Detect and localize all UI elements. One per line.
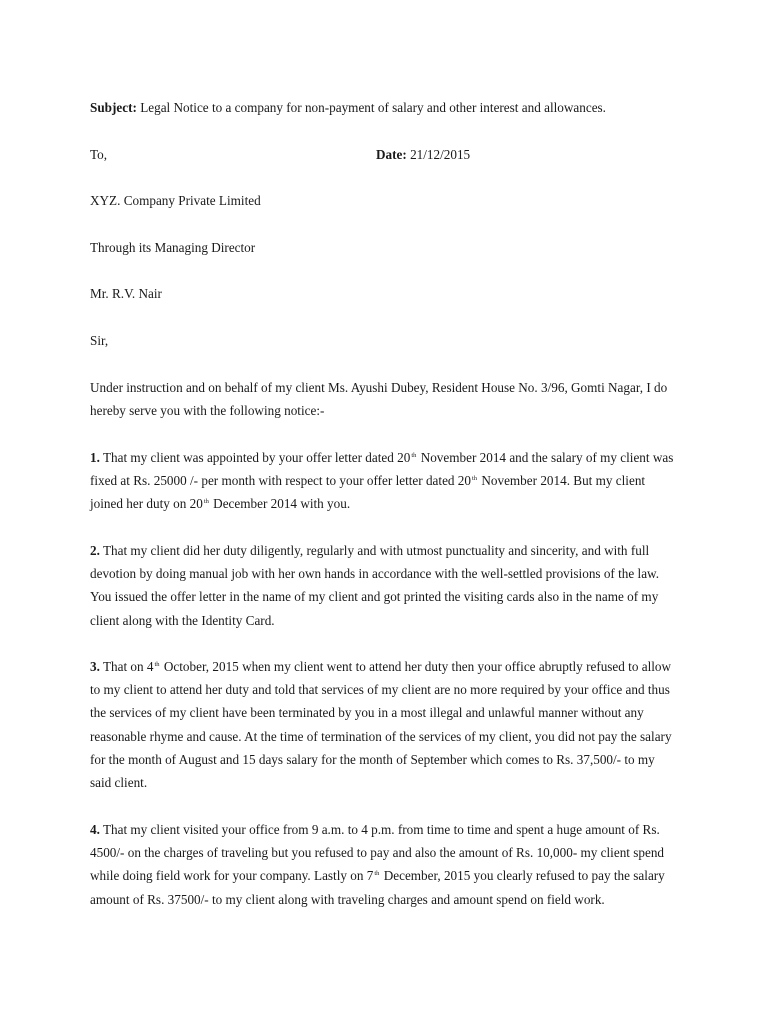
point-2	[90, 543, 690, 636]
point-line: fixed at Rs. 25000 /- per month with respect to your offer letter dated 20th November 2014. But my client	[90, 473, 646, 489]
date-line	[376, 147, 470, 163]
addressee-company: XYZ. Company Private Limited	[90, 193, 261, 208]
point-line: to my client to attend her duty and told that services of my client are no more required by your office and thus	[90, 682, 670, 698]
date-value: 21/12/2015	[406, 147, 471, 162]
point-number: 3.	[90, 659, 100, 674]
point-line: devotion by doing manual job with her own hands in accordance with the well-settled provisions of the law.	[90, 566, 660, 582]
subject-text: Legal Notice to a company for non-payment of salary and other interest and allowances.	[136, 100, 606, 115]
intro-line: Under instruction and on behalf of my client Ms. Ayushi Dubey, Resident House No. 3/96, Gomti Nagar, I do	[90, 380, 668, 395]
point-line: for the month of August and 15 days salary for the month of September which comes to Rs. 37,500/- to my	[90, 751, 655, 767]
point-line: while doing field work for your company. Lastly on 7th December, 2015 you clearly refused to pay the salary	[90, 868, 665, 884]
point-1	[90, 450, 690, 520]
point-line: 4500/- on the charges of traveling but you refused to pay and also the amount of Rs. 10,000- my client spend	[90, 845, 665, 861]
point-number: 2.	[90, 543, 100, 558]
addressee-through: Through its Managing Director	[90, 240, 256, 255]
addressee-person: Mr. R.V. Nair	[90, 286, 162, 301]
point-line: said client.	[90, 774, 148, 790]
point-line: 4. That my client visited your office from 9 a.m. to 4 p.m. from time to time and spent a huge amount of Rs.	[90, 822, 660, 837]
point-number: 1.	[90, 450, 100, 465]
point-3	[90, 659, 690, 798]
point-number: 4.	[90, 822, 100, 837]
point-line: the services of my client have been terminated by you in a most illegal and unlawful manner without any	[90, 705, 644, 721]
to-label: To,	[90, 147, 108, 162]
salutation: Sir,	[90, 333, 109, 348]
point-line: You issued the offer letter in the name of my client and got printed the visiting cards also in the name of my	[90, 589, 659, 605]
point-line: 1. That my client was appointed by your offer letter dated 20th November 2014 and the salary of my client was	[90, 450, 674, 465]
intro-line: hereby serve you with the following notice:-	[90, 403, 325, 419]
point-line: joined her duty on 20th December 2014 with you.	[90, 496, 351, 512]
intro-paragraph	[90, 380, 690, 426]
date-label: Date:	[376, 147, 407, 162]
point-line: reasonable rhyme and cause. At the time of termination of the services of my client, you did not pay the salary	[90, 728, 672, 744]
point-line: client along with the Identity Card.	[90, 612, 275, 628]
point-line: amount of Rs. 37500/- to my client along with traveling charges and amount spend on field work.	[90, 891, 605, 907]
subject-line	[90, 100, 690, 116]
point-4	[90, 822, 690, 915]
point-line: 2. That my client did her duty diligently, regularly and with utmost punctuality and sincerity, and with full	[90, 543, 650, 558]
point-line: 3. That on 4th October, 2015 when my client went to attend her duty then your office abruptly refused to allow	[90, 659, 672, 674]
subject-label: Subject:	[90, 100, 137, 115]
